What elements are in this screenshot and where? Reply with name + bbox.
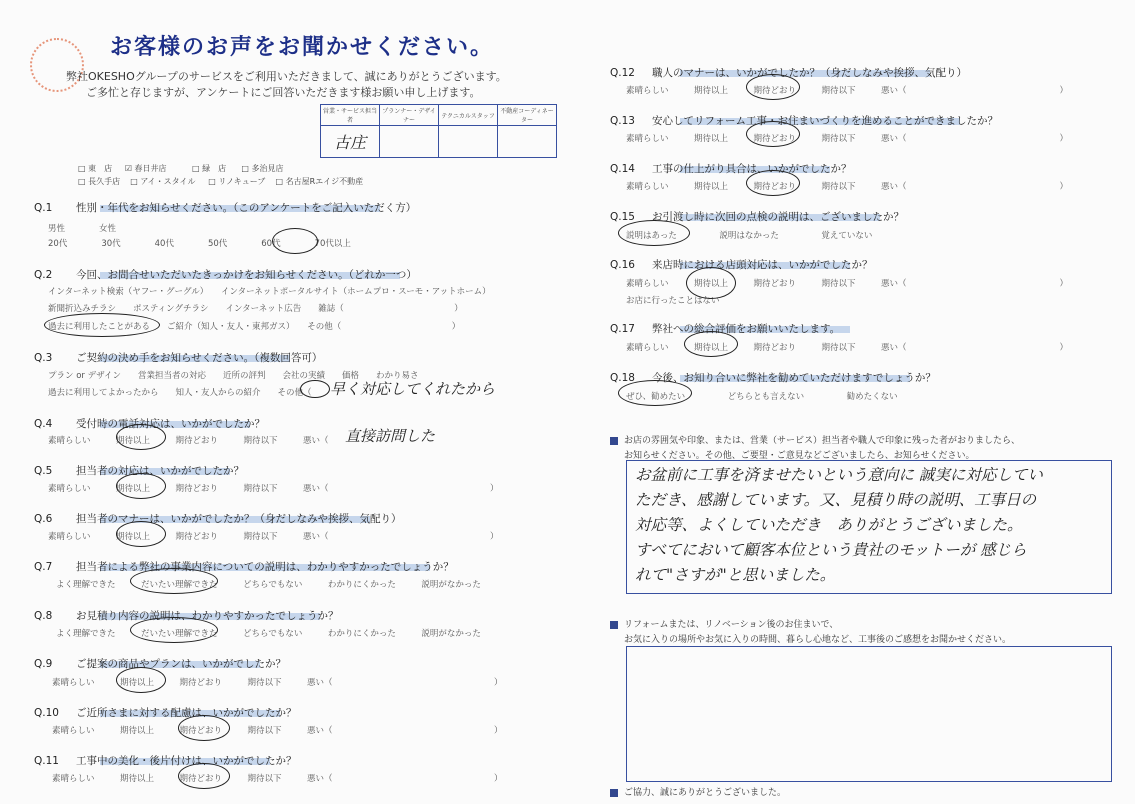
- q11-options[interactable]: 素晴らしい 期待以上 期待どおり 期待以下 悪い（ ）: [52, 774, 503, 784]
- handwritten-comment: [627, 461, 1111, 590]
- answer-circle: [44, 313, 160, 337]
- q15-options[interactable]: 説明はあった 説明はなかった 覚えていない: [626, 231, 873, 241]
- question-q16: Q.16 来店時における店頭対応は、いかがでしたか？: [610, 259, 873, 271]
- question-q14: Q.14 工事の仕上がり具合は、いかがでしたか？: [610, 163, 852, 175]
- intro-line-2: ご多忙と存じますが、アンケートにご回答いただきます様お願い申し上げます。: [86, 86, 481, 99]
- bullet-icon: [610, 621, 618, 629]
- impression-note-1: お店の雰囲気や印象、または、営業（サービス）担当者や職人で印象に残った者がおりましたら、: [610, 433, 1020, 446]
- q7-options[interactable]: よく理解できた だいたい理解できた どちらでもない わかりにくかった 説明がなかった: [56, 580, 481, 590]
- answer-circle: [686, 267, 736, 299]
- q16-no-visit[interactable]: お店に行ったことはない: [626, 296, 720, 306]
- answer-circle: [618, 380, 692, 406]
- q14-options[interactable]: 素晴らしい 期待以上 期待どおり 期待以下 悪い（ ）: [626, 182, 1069, 192]
- question-q3: Q.3 ご契約の決め手をお知らせください。（複数回答可）: [34, 352, 323, 364]
- comment-line: れて"さすが"と思いました。: [635, 566, 836, 584]
- answer-circle: [746, 170, 800, 196]
- bullet-icon: [610, 437, 618, 445]
- reform-note-1: リフォームまたは、リノベーション後のお住まいで、: [610, 617, 838, 630]
- bullet-icon: [610, 789, 618, 797]
- question-q13: Q.13 安心してリフォーム工事・お住まいづくりを進めることができましたか？: [610, 115, 998, 127]
- question-q4: Q.4 受付時の電話対応は、いかがでしたか？: [34, 418, 265, 430]
- q4-note[interactable]: 直接訪問した: [345, 427, 436, 445]
- comment-line: お盆前に工事を済ませたいという意向に 誠実に対応してい: [635, 466, 1043, 484]
- q16-options[interactable]: 素晴らしい 期待以上 期待どおり 期待以下 悪い（ ）: [626, 279, 1069, 289]
- q6-options[interactable]: 素晴らしい 期待以上 期待どおり 期待以下 悪い（ ）: [48, 532, 499, 542]
- store-row-2: [78, 176, 363, 187]
- answer-circle: [116, 473, 166, 499]
- question-q18: Q.18 今後、お知り合いに弊社を勧めていただけますでしょうか？: [610, 372, 936, 384]
- question-q11: Q.11 工事中の美化・後片付けは、いかがでしたか？: [34, 755, 297, 767]
- q17-options[interactable]: 素晴らしい 期待以上 期待どおり 期待以下 悪い（ ）: [626, 343, 1069, 353]
- answer-circle: [116, 424, 166, 450]
- question-q8: Q.8 お見積り内容の説明は、わかりやすかったでしょうか？: [34, 610, 339, 622]
- answer-circle: [300, 380, 330, 398]
- store-option[interactable]: □ リノキューブ: [208, 177, 266, 186]
- page-title: お客様のお声をお聞かせください。: [110, 35, 495, 60]
- answer-circle: [130, 617, 218, 643]
- q12-options[interactable]: 素晴らしい 期待以上 期待どおり 期待以下 悪い（ ）: [626, 86, 1069, 96]
- staff-header: 営業・サービス担当者: [321, 105, 380, 126]
- q2-options-3[interactable]: 過去に利用したことがある ご紹介（知人・友人・東邦ガス） その他（ ）: [48, 322, 461, 332]
- question-q7: Q.7 担当者による弊社の事業内容についての説明は、わかりやすかったでしょうか？: [34, 561, 454, 573]
- comment-line: ただき、感謝しています。又、見積り時の説明、工事日の: [635, 491, 1037, 509]
- staff-value-realestate[interactable]: [498, 126, 557, 158]
- store-option[interactable]: □ 東 店: [78, 164, 113, 173]
- store-option[interactable]: □ アイ・スタイル: [130, 177, 196, 186]
- answer-circle: [178, 715, 230, 741]
- answer-circle: [618, 220, 690, 246]
- store-option[interactable]: □ 名古屋Rエイジ不動産: [275, 177, 364, 186]
- question-q9: Q.9 ご提案の商品やプランは、いかがでしたか？: [34, 658, 286, 670]
- staff-header: 不動産コーディネーター: [498, 105, 557, 126]
- store-option[interactable]: □ 長久手店: [78, 177, 121, 186]
- comment-line: すべてにおいて顧客本位という貴社のモットーが 感じら: [635, 541, 1027, 559]
- staff-value-technical[interactable]: [439, 126, 498, 158]
- q3-other-answer[interactable]: 早く対応してくれたから: [330, 380, 496, 398]
- impression-comment-box[interactable]: [626, 460, 1112, 594]
- question-q1: Q.1 性別・年代をお知らせください。（このアンケートをご記入いただく方）: [34, 202, 417, 214]
- q3-options-2[interactable]: 過去に利用してよかったから 知人・友人からの紹介 その他（: [48, 388, 312, 398]
- answer-circle: [272, 228, 318, 254]
- reform-comment-box[interactable]: [626, 646, 1112, 782]
- q4-options[interactable]: 素晴らしい 期待以上 期待どおり 期待以下 悪い（: [48, 436, 329, 446]
- answer-circle: [684, 331, 738, 357]
- q5-options[interactable]: 素晴らしい 期待以上 期待どおり 期待以下 悪い（ ）: [48, 484, 499, 494]
- store-option[interactable]: □ 緑 店: [191, 164, 227, 173]
- q2-options-1[interactable]: インターネット検索（ヤフー・グーグル） インターネットポータルサイト（ホームプロ・スーモ・アットホーム）: [48, 287, 491, 297]
- store-row-1: [78, 163, 283, 174]
- answer-circle: [116, 667, 166, 693]
- thanks-note: ご協力、誠にありがとうございました。: [610, 785, 786, 798]
- q1-gender-options[interactable]: 男性 女性: [48, 224, 117, 234]
- impression-note-2: お知らせください。その他、ご要望・ご意見などございましたら、お知らせください。: [624, 451, 975, 461]
- q3-options-1[interactable]: プラン or デザイン 営業担当者の対応 近所の評判 会社の実績 価格 わかり易さ: [48, 371, 419, 381]
- reform-note-2: お気に入りの場所やお気に入りの時間、暮らし心地など、工事後のご感想をお聞かせください。: [624, 635, 1012, 645]
- question-q5: Q.5 担当者の対応は、いかがでしたか？: [34, 465, 244, 477]
- answer-circle: [746, 74, 800, 100]
- store-option[interactable]: ☑ 春日井店: [124, 164, 167, 173]
- q13-options[interactable]: 素晴らしい 期待以上 期待どおり 期待以下 悪い（ ）: [626, 134, 1069, 144]
- question-q15: Q.15 お引渡し時に次回の点検の説明は、ございましたか？: [610, 211, 904, 223]
- q1-age-options[interactable]: 20代 30代 40代 50代 60代 70代以上: [48, 239, 351, 249]
- question-q6: Q.6 担当者のマナーは、いかがでしたか？（身だしなみや挨拶、気配り）: [34, 513, 402, 525]
- q8-options[interactable]: よく理解できた だいたい理解できた どちらでもない わかりにくかった 説明がなかった: [56, 629, 481, 639]
- q18-options[interactable]: ぜひ、勧めたい どちらとも言えない 勧めたくない: [626, 392, 898, 402]
- answer-circle: [130, 568, 218, 594]
- q10-options[interactable]: 素晴らしい 期待以上 期待どおり 期待以下 悪い（ ）: [52, 726, 503, 736]
- q9-options[interactable]: 素晴らしい 期待以上 期待どおり 期待以下 悪い（ ）: [52, 678, 503, 688]
- comment-line: 対応等、よくしていただき ありがとうございました。: [635, 516, 1023, 534]
- staff-header: テクニカルスタッフ: [439, 105, 498, 126]
- question-q12: Q.12 職人のマナーは、いかがでしたか？（身だしなみや挨拶、気配り）: [610, 67, 967, 79]
- staff-value-planner[interactable]: [380, 126, 439, 158]
- q2-options-2[interactable]: 新聞折込みチラシ ポスティングチラシ インターネット広告 雑誌（ ）: [48, 304, 463, 314]
- staff-value-sales[interactable]: 古庄: [321, 126, 380, 158]
- question-q17: Q.17 弊社への総合評価をお願いいたします。: [610, 323, 841, 335]
- staff-table: [320, 104, 557, 158]
- store-option[interactable]: □ 多治見店: [241, 164, 284, 173]
- intro-line-1: 弊社OKESHOグループのサービスをご利用いただきまして、誠にありがとうございます。: [66, 70, 507, 83]
- answer-circle: [116, 521, 166, 547]
- question-q2: Q.2 今回、お問合せいただいたきっかけをお知らせください。（どれか一つ）: [34, 269, 417, 281]
- answer-circle: [746, 121, 800, 147]
- question-q10: Q.10 ご近所さまに対する配慮は、いかがでしたか？: [34, 707, 297, 719]
- answer-circle: [178, 763, 230, 789]
- staff-header: プランナー・デザイナー: [380, 105, 439, 126]
